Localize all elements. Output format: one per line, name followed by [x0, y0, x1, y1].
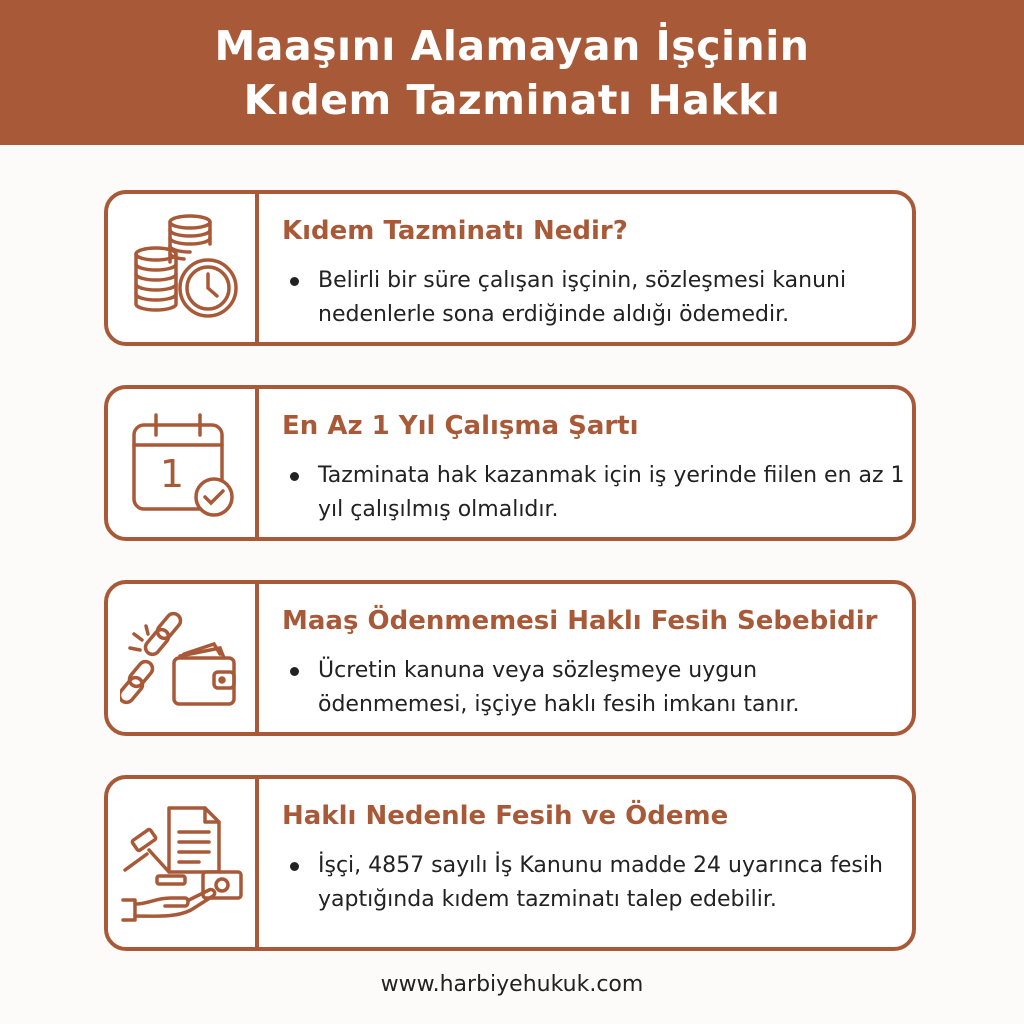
broken-chain-wallet-icon [120, 598, 244, 718]
card-text: Tazminata hak kazanmak için iş yerinde fiilen en az 1 yıl çalışılmış olmalıdır. [318, 463, 905, 522]
bullet-dot [290, 667, 299, 676]
icon-container [108, 584, 259, 732]
info-card-severance-definition [104, 190, 916, 346]
card-text: İşçi, 4857 sayılı İş Kanunu madde 24 uyarınca fesih yaptığında kıdem tazminatı talep edebilir. [318, 853, 883, 912]
info-card-minimum-one-year [104, 385, 916, 541]
info-card-unpaid-salary [104, 580, 916, 736]
card-title: En Az 1 Yıl Çalışma Şartı [282, 411, 639, 441]
info-card-justified-termination [104, 775, 916, 951]
icon-container [108, 779, 259, 947]
page-title-line-2: Kıdem Tazminatı Hakkı [243, 75, 781, 124]
bullet-dot [290, 472, 299, 481]
card-title: Kıdem Tazminatı Nedir? [282, 216, 628, 246]
header-banner [0, 0, 1024, 145]
gavel-document-money-icon [119, 800, 245, 926]
calendar-number: 1 [159, 452, 184, 496]
bullet-dot [290, 862, 299, 871]
card-bullet [290, 849, 910, 917]
card-bullet [290, 459, 910, 527]
coins-clock-icon [122, 208, 242, 328]
card-bullet [290, 264, 910, 332]
website-footer[interactable]: www.harbiyehukuk.com [380, 972, 644, 997]
card-title: Haklı Nedenle Fesih ve Ödeme [282, 801, 729, 831]
icon-container [108, 194, 259, 342]
calendar-check-icon [122, 403, 242, 523]
card-text: Belirli bir süre çalışan işçinin, sözleşmesi kanuni nedenlerle sona erdiğinde aldığı ödemedir. [318, 268, 847, 327]
card-text: Ücretin kanuna veya sözleşmeye uygun ödenmemesi, işçiye haklı fesih imkanı tanır. [318, 658, 800, 717]
icon-container [108, 389, 259, 537]
card-title: Maaş Ödenmemesi Haklı Fesih Sebebidir [282, 606, 878, 636]
bullet-dot [290, 277, 299, 286]
card-bullet [290, 654, 910, 722]
page-title-line-1: Maaşını Alamayan İşçinin [214, 21, 810, 70]
